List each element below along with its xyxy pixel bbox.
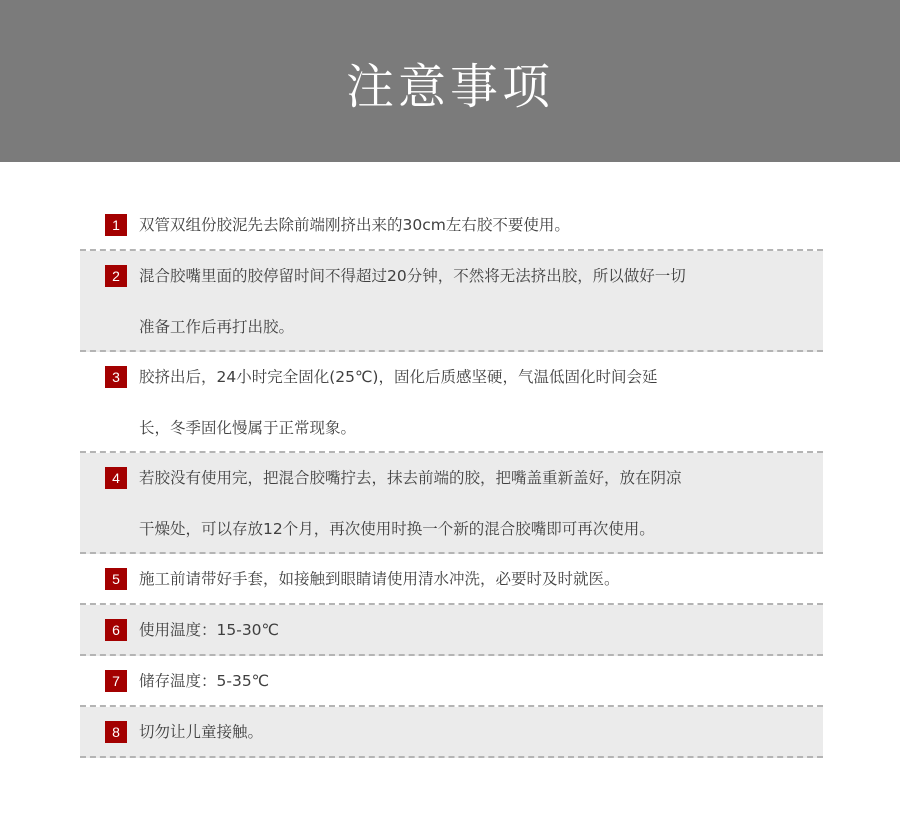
- number-badge: 8: [105, 721, 127, 743]
- number-badge: 7: [105, 670, 127, 692]
- item-text: 若胶没有使用完，把混合胶嘴拧去，抹去前端的胶，把嘴盖重新盖好，放在阴凉: [139, 469, 682, 487]
- list-item: [80, 656, 823, 707]
- list-item: [80, 200, 823, 251]
- list-item: [80, 605, 823, 656]
- item-text: 施工前请带好手套，如接触到眼睛请使用清水冲洗，必要时及时就医。: [139, 570, 620, 588]
- number-badge: 1: [105, 214, 127, 236]
- number-badge: 6: [105, 619, 127, 641]
- item-text: 混合胶嘴里面的胶停留时间不得超过20分钟，不然将无法挤出胶，所以做好一切: [139, 267, 686, 285]
- number-badge: 5: [105, 568, 127, 590]
- list-item: [80, 251, 823, 352]
- list-item: [80, 352, 823, 453]
- number-badge: 2: [105, 265, 127, 287]
- list-item: [80, 554, 823, 605]
- precautions-list: [80, 200, 823, 758]
- list-item: [80, 453, 823, 554]
- number-badge: 4: [105, 467, 127, 489]
- page-title: 注意事项: [345, 58, 554, 115]
- item-text: 准备工作后再打出胶。: [139, 318, 295, 336]
- number-badge: 3: [105, 366, 127, 388]
- item-text: 干燥处，可以存放12个月，再次使用时换一个新的混合胶嘴即可再次使用。: [139, 520, 655, 538]
- page-header: [0, 0, 900, 162]
- item-text: 储存温度：5-35℃: [139, 672, 270, 690]
- item-text: 长，冬季固化慢属于正常现象。: [139, 419, 357, 437]
- item-text: 胶挤出后，24小时完全固化(25℃)，固化后质感坚硬，气温低固化时间会延: [139, 368, 658, 386]
- list-item: [80, 707, 823, 758]
- item-text: 切勿让儿童接触。: [139, 723, 264, 741]
- item-text: 双管双组份胶泥先去除前端刚挤出来的30cm左右胶不要使用。: [139, 216, 570, 234]
- item-text: 使用温度：15-30℃: [139, 621, 279, 639]
